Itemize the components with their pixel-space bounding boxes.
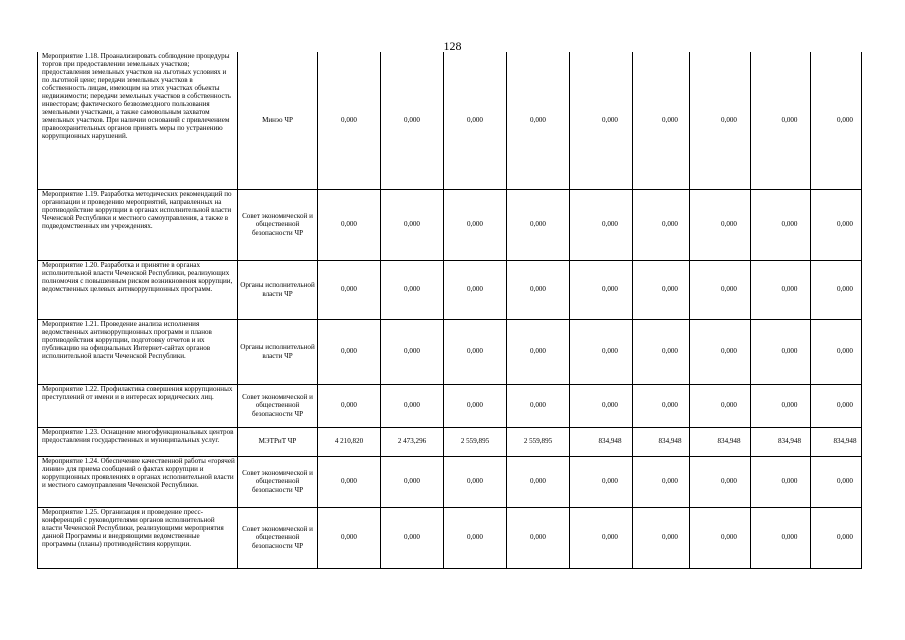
funding-value-cell <box>811 384 862 427</box>
funding-value-cell <box>690 260 751 319</box>
funding-value-cell <box>811 189 862 260</box>
funding-value-cell <box>751 52 811 189</box>
funding-value: 0,000 <box>530 533 546 542</box>
funding-value: 0,000 <box>341 285 357 294</box>
executor-cell: МЭТРиТ ЧР <box>238 427 318 456</box>
funding-value-cell <box>811 52 862 189</box>
funding-value-cell <box>811 427 862 456</box>
funding-value: 0,000 <box>404 477 420 486</box>
funding-value-cell <box>444 384 507 427</box>
funding-value-cell <box>633 384 690 427</box>
funding-value: 0,000 <box>404 401 420 410</box>
executor-cell: Органы исполнительной власти ЧР <box>238 319 318 384</box>
funding-value: 4 210,820 <box>334 437 364 446</box>
funding-value-cell <box>507 507 570 568</box>
funding-value: 2 473,296 <box>397 437 427 446</box>
funding-value-cell <box>444 427 507 456</box>
funding-value: 0,000 <box>530 477 546 486</box>
funding-value: 0,000 <box>602 285 618 294</box>
activity-name-cell: Мероприятие 1.20. Разработка и принятие в органах исполнительной власти Чеченской Республики, реализующих полномочия с повышенным риском возникновения коррупции, ведомственных целевых антикоррупционных программ. <box>38 260 238 319</box>
funding-value-cell <box>811 507 862 568</box>
funding-value: 0,000 <box>721 220 737 229</box>
activity-name-cell: Мероприятие 1.22. Профилактика совершения коррупционных преступлений от имени и в интересах юридических лиц. <box>38 384 238 427</box>
funding-value-cell <box>381 507 444 568</box>
table-row <box>38 507 862 568</box>
funding-value-cell <box>751 189 811 260</box>
funding-value-cell <box>633 260 690 319</box>
funding-value: 0,000 <box>781 220 798 229</box>
funding-value: 0,000 <box>341 533 357 542</box>
funding-value-cell <box>318 260 381 319</box>
executor-cell: Минэо ЧР <box>238 52 318 189</box>
table-row <box>38 427 862 456</box>
table-row <box>38 189 862 260</box>
funding-value: 0,000 <box>602 116 618 125</box>
funding-value: 0,000 <box>781 285 798 294</box>
funding-value: 0,000 <box>662 116 678 125</box>
funding-value-cell <box>381 427 444 456</box>
funding-value-cell <box>507 189 570 260</box>
funding-value: 0,000 <box>404 220 420 229</box>
funding-value: 0,000 <box>662 477 678 486</box>
funding-value: 0,000 <box>404 533 420 542</box>
table-row <box>38 260 862 319</box>
funding-value-cell <box>811 319 862 384</box>
funding-value-cell <box>318 189 381 260</box>
funding-value: 834,948 <box>598 437 622 446</box>
funding-value-cell <box>507 319 570 384</box>
funding-value: 0,000 <box>602 401 618 410</box>
funding-value: 0,000 <box>837 533 853 542</box>
funding-value-cell <box>690 507 751 568</box>
table-row <box>38 319 862 384</box>
funding-value-cell <box>381 52 444 189</box>
funding-value-cell <box>318 456 381 507</box>
funding-value: 0,000 <box>530 347 546 356</box>
funding-value-cell <box>633 427 690 456</box>
activity-name-cell: Мероприятие 1.18. Проанализировать соблюдение процедуры торгов при предоставлении земельных участков; предоставления земельных участков на льготных условиях и по льготной цене; передачи земельных участков в собственность лицам, имеющим на этих участках объекты недвижимости; передачи земельных участков в собственность инвесторам; фактического безвозмездного пользования земельными участками, а также самовольным захватом земельных участков. При наличии оснований с привлечением правоохранительных органов принять меры по устранению коррупционных нарушений. <box>38 52 238 189</box>
executor-cell: Органы исполнительной власти ЧР <box>238 260 318 319</box>
funding-value-cell <box>570 52 633 189</box>
funding-value: 0,000 <box>781 533 798 542</box>
executor-cell: Совет экономической и общественной безопасности ЧР <box>238 189 318 260</box>
funding-value-cell <box>570 507 633 568</box>
funding-value: 0,000 <box>721 347 737 356</box>
table-row <box>38 384 862 427</box>
funding-value: 0,000 <box>837 477 853 486</box>
funding-value: 0,000 <box>467 116 483 125</box>
funding-value: 0,000 <box>721 116 737 125</box>
funding-value-cell <box>690 384 751 427</box>
funding-value: 0,000 <box>662 220 678 229</box>
funding-value-cell <box>381 189 444 260</box>
activity-name-cell: Мероприятие 1.21. Проведение анализа исполнения ведомственных антикоррупционных программ и планов противодействия коррупции, подготовку отчетов и их публикацию на официальных Интернет-сайтах органов исполнительной власти Чеченской Республики. <box>38 319 238 384</box>
funding-value-cell <box>507 456 570 507</box>
funding-value: 0,000 <box>662 401 678 410</box>
funding-value-cell <box>690 189 751 260</box>
table-row <box>38 52 862 189</box>
funding-value-cell <box>444 52 507 189</box>
page-number: 128 <box>443 39 462 53</box>
table-row <box>38 456 862 507</box>
funding-value: 0,000 <box>467 285 483 294</box>
funding-value: 0,000 <box>341 220 357 229</box>
funding-value-cell <box>444 456 507 507</box>
funding-value: 0,000 <box>721 533 737 542</box>
funding-value: 0,000 <box>837 347 853 356</box>
funding-value: 0,000 <box>467 401 483 410</box>
funding-value-cell <box>633 507 690 568</box>
funding-value: 0,000 <box>404 285 420 294</box>
funding-value-cell <box>570 189 633 260</box>
funding-value: 0,000 <box>662 533 678 542</box>
funding-value-cell <box>811 260 862 319</box>
funding-value-cell <box>507 427 570 456</box>
activity-name-cell: Мероприятие 1.24. Обеспечение качественной работы «горячей линии» для приема сообщений о фактах коррупции и коррупционных проявлениях в органах исполнительной власти и местного самоуправления Чеченской Республики. <box>38 456 238 507</box>
funding-value: 0,000 <box>837 401 853 410</box>
funding-value-cell <box>690 456 751 507</box>
funding-value: 0,000 <box>467 347 483 356</box>
funding-value-cell <box>633 52 690 189</box>
funding-value: 834,948 <box>717 437 741 446</box>
funding-value-cell <box>751 427 811 456</box>
funding-value-cell <box>381 260 444 319</box>
funding-value: 0,000 <box>781 477 798 486</box>
funding-value: 0,000 <box>662 285 678 294</box>
funding-value-cell <box>444 189 507 260</box>
funding-value-cell <box>633 319 690 384</box>
funding-value: 2 559,895 <box>460 437 490 446</box>
funding-value-cell <box>690 427 751 456</box>
funding-value: 0,000 <box>530 285 546 294</box>
funding-value-cell <box>318 507 381 568</box>
funding-value: 0,000 <box>404 116 420 125</box>
funding-value-cell <box>570 427 633 456</box>
funding-value-cell <box>751 384 811 427</box>
funding-value-cell <box>318 384 381 427</box>
funding-value-cell <box>690 52 751 189</box>
funding-value-cell <box>811 456 862 507</box>
funding-value-cell <box>381 319 444 384</box>
funding-value-cell <box>318 319 381 384</box>
funding-value: 0,000 <box>602 220 618 229</box>
funding-value: 0,000 <box>602 477 618 486</box>
funding-value: 0,000 <box>602 347 618 356</box>
funding-value: 834,948 <box>833 437 857 446</box>
funding-value: 0,000 <box>467 533 483 542</box>
funding-value-cell <box>751 260 811 319</box>
funding-value: 0,000 <box>662 347 678 356</box>
funding-value-cell <box>381 456 444 507</box>
funding-value: 0,000 <box>837 220 853 229</box>
funding-value: 0,000 <box>721 477 737 486</box>
funding-value: 834,948 <box>658 437 682 446</box>
activity-name-cell: Мероприятие 1.25. Организация и проведение пресс-конференций с руководителями органов исполнительной власти Чеченской Республики, реализующими мероприятия данной Программы и внедряющими ведомственные программы (планы) противодействия коррупции. <box>38 507 238 568</box>
funding-value: 0,000 <box>721 401 737 410</box>
funding-value: 0,000 <box>602 533 618 542</box>
activity-name-cell: Мероприятие 1.19. Разработка методических рекомендаций по организации и проведению мероприятий, направленных на противодействие коррупции в органах исполнительной власти Чеченской Республики и местного самоуправления, а также в подведомственных им учреждениях. <box>38 189 238 260</box>
funding-value-cell <box>444 260 507 319</box>
funding-value-cell <box>570 260 633 319</box>
funding-value: 834,948 <box>777 437 802 446</box>
funding-value: 0,000 <box>837 285 853 294</box>
funding-value: 2 559,895 <box>523 437 553 446</box>
funding-value: 0,000 <box>341 116 357 125</box>
funding-value-cell <box>570 456 633 507</box>
funding-value-cell <box>318 427 381 456</box>
funding-value-cell <box>751 456 811 507</box>
funding-value: 0,000 <box>530 401 546 410</box>
funding-value: 0,000 <box>467 220 483 229</box>
executor-cell: Совет экономической и общественной безопасности ЧР <box>238 384 318 427</box>
funding-value: 0,000 <box>837 116 853 125</box>
funding-value-cell <box>507 260 570 319</box>
funding-value: 0,000 <box>781 116 798 125</box>
funding-value-cell <box>751 507 811 568</box>
funding-value: 0,000 <box>467 477 483 486</box>
funding-value-cell <box>381 384 444 427</box>
funding-value-cell <box>751 319 811 384</box>
funding-value: 0,000 <box>404 347 420 356</box>
funding-value-cell <box>444 507 507 568</box>
funding-value: 0,000 <box>341 477 357 486</box>
funding-value: 0,000 <box>530 220 546 229</box>
funding-value-cell <box>570 384 633 427</box>
funding-value-cell <box>570 319 633 384</box>
activity-name-cell: Мероприятие 1.23. Оснащение многофункциональных центров предоставления государственных и муниципальных услуг. <box>38 427 238 456</box>
funding-value: 0,000 <box>530 116 546 125</box>
funding-value: 0,000 <box>781 401 798 410</box>
funding-value: 0,000 <box>341 347 357 356</box>
funding-value-cell <box>318 52 381 189</box>
funding-value: 0,000 <box>341 401 357 410</box>
funding-value-cell <box>633 456 690 507</box>
executor-cell: Совет экономической и общественной безопасности ЧР <box>238 456 318 507</box>
funding-value: 0,000 <box>721 285 737 294</box>
funding-value-cell <box>690 319 751 384</box>
executor-cell: Совет экономической и общественной безопасности ЧР <box>238 507 318 568</box>
funding-value-cell <box>507 384 570 427</box>
funding-value: 0,000 <box>781 347 798 356</box>
funding-value-cell <box>507 52 570 189</box>
funding-value-cell <box>444 319 507 384</box>
funding-value-cell <box>633 189 690 260</box>
program-activities-table <box>37 52 862 569</box>
